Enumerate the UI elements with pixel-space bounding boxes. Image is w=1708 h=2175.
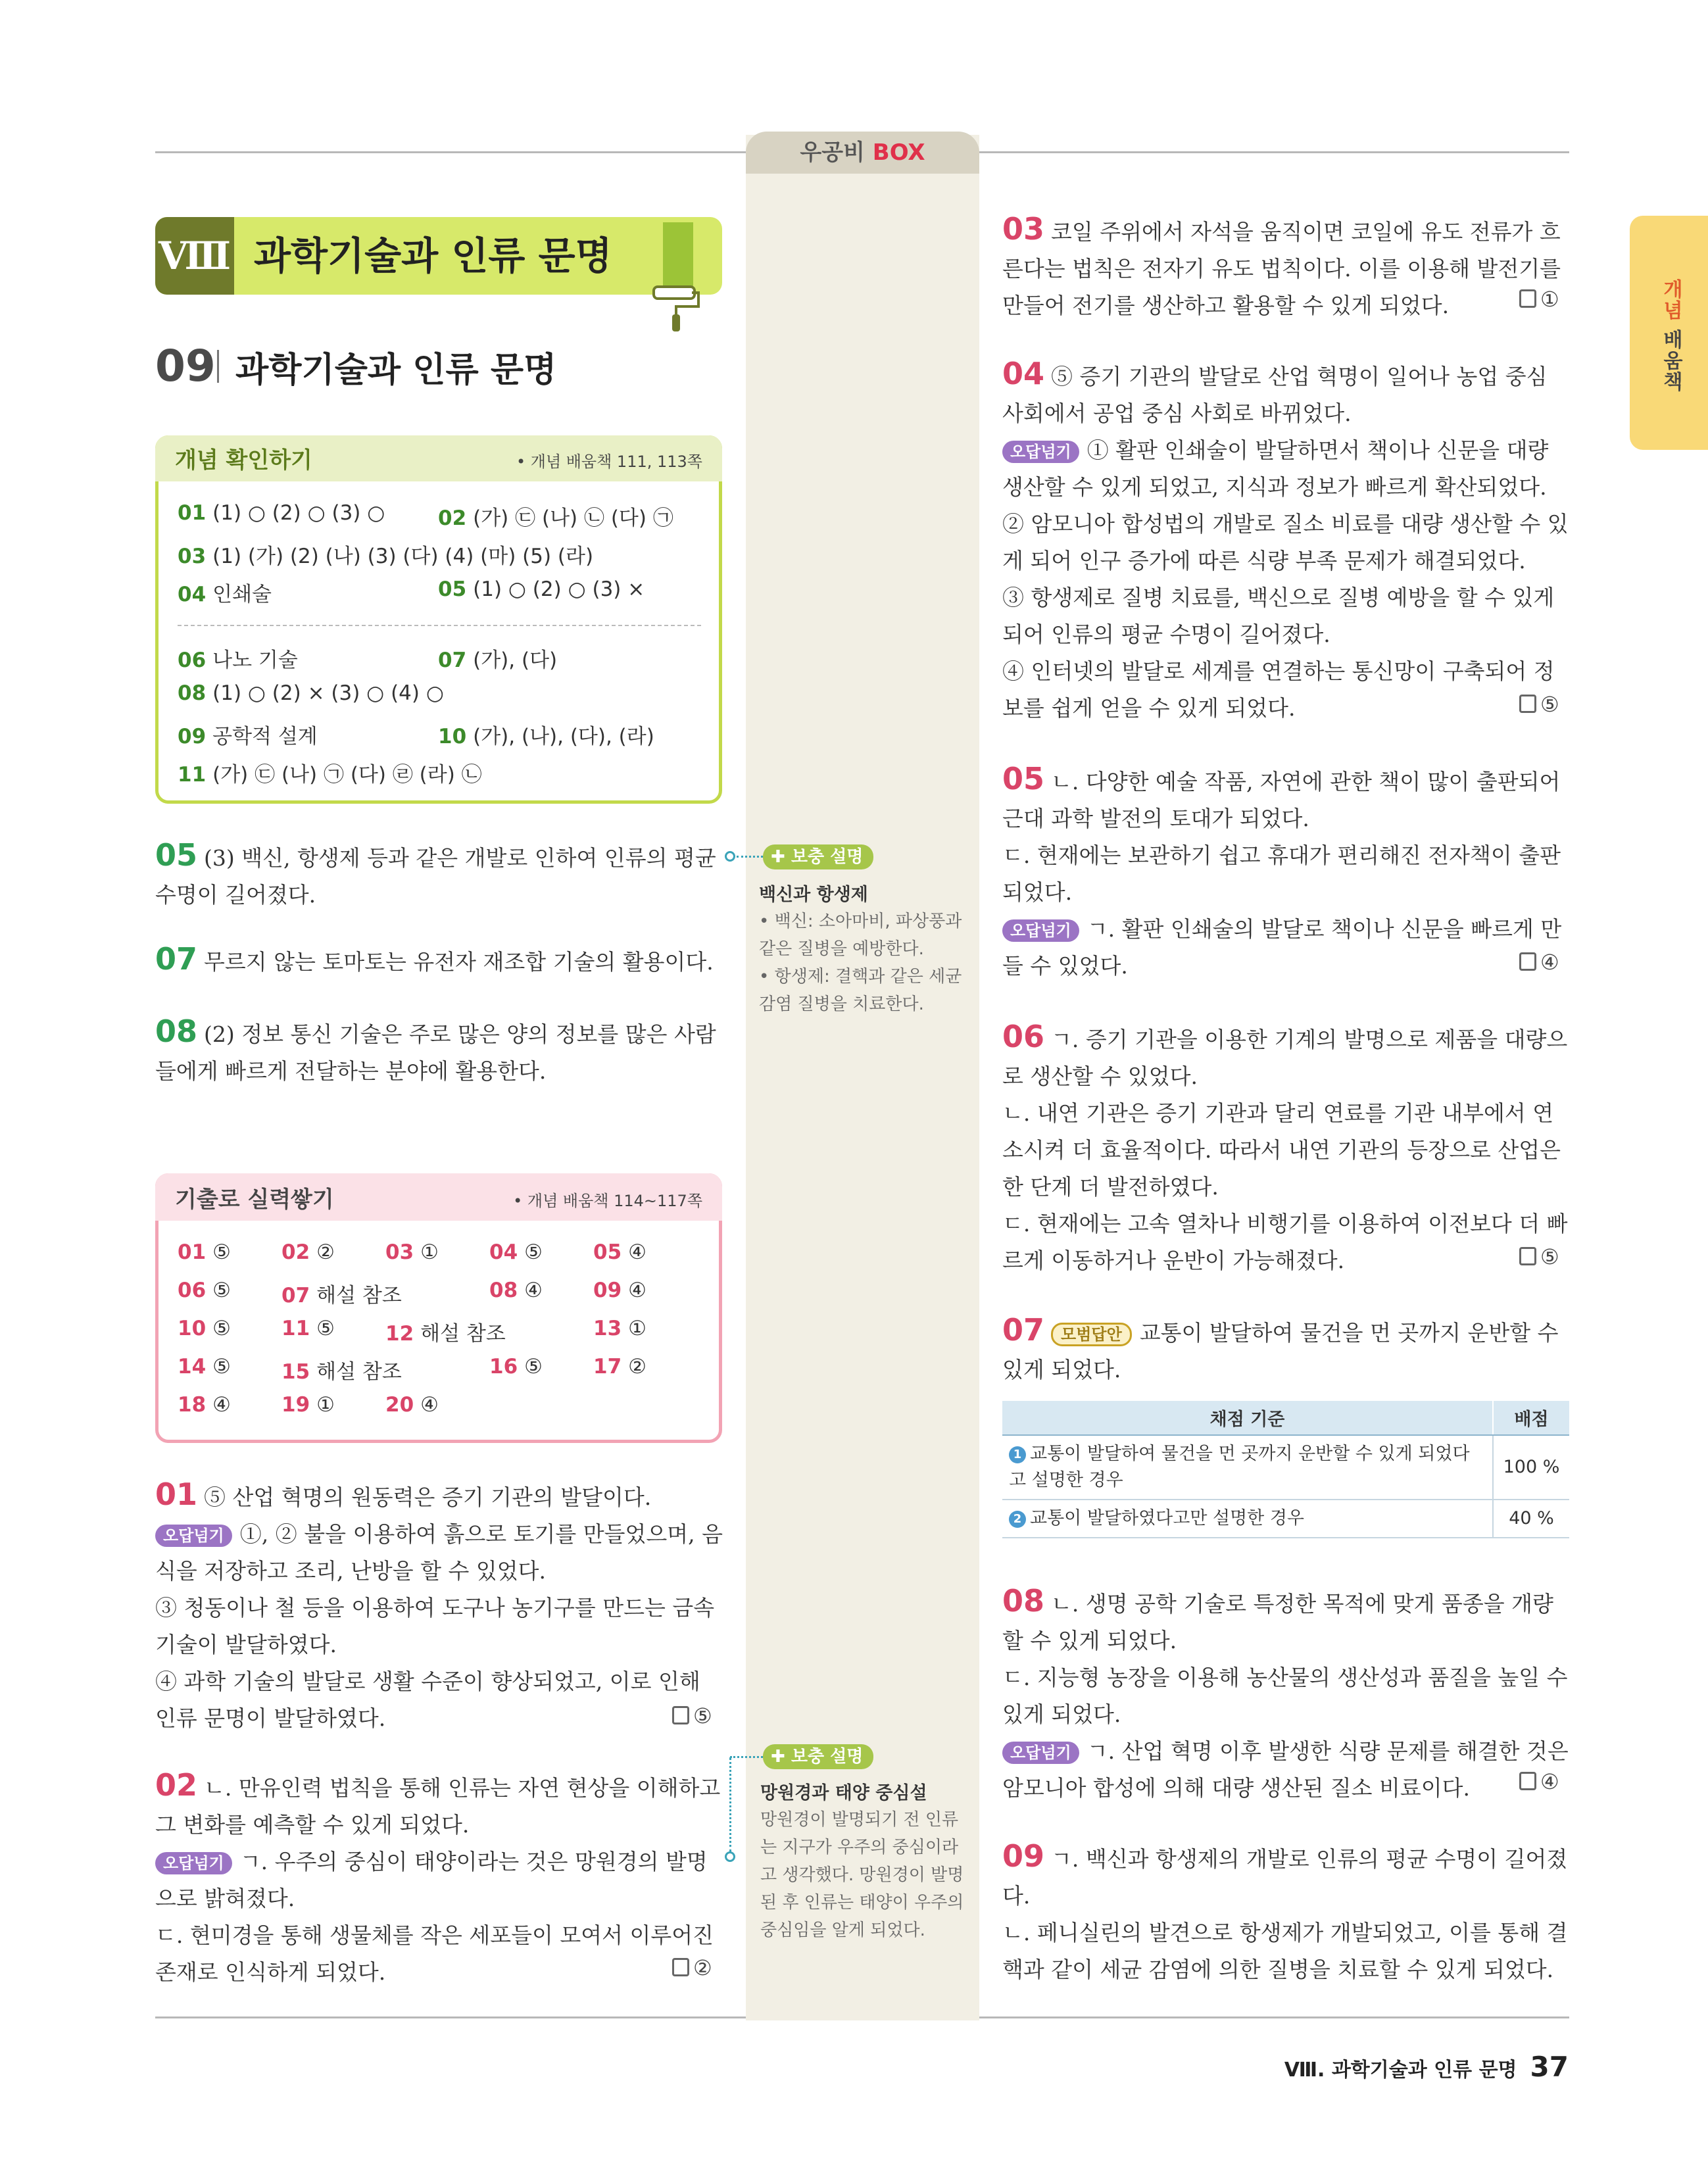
- skill-answer: 19 ①: [281, 1393, 335, 1417]
- scoring-table: [1002, 1401, 1569, 1538]
- answer-icon: [1519, 1247, 1536, 1265]
- note-title: 망원경과 태양 중심설: [760, 1783, 927, 1803]
- skill-answer: 08 ④: [489, 1279, 543, 1302]
- note-title: 백신과 항생제: [759, 885, 868, 905]
- explanation-q04: 04 ⑤ 증기 기관의 발달로 산업 혁명이 일어나 농업 중심 사회에서 공업 중심 사회로 바뀌었다. 오답넘기 ① 활판 인쇄술이 발달하면서 책이나 신문을 대량 생산할 수 있게 되었고, 지식과 정보가 빠르게 확산되었다. ② 암모니아 합성법의 개발로 질소 비료를 대량 생산할 수 있게 되어 인구 증가에 따른 식량 부족 문제가 해결되었다. ③ 항생제로 질병 치료를, 백신으로 질병 예방을 할 수 있게 되어 인류의 평균 수명이 길어졌다. ④ 인터넷의 발달로 세계를 연결하는 통신망이 구축되어 정보를 쉽게 얻을 수 있게 되었다.: [1002, 356, 1569, 721]
- table-row: 2 교통이 발달하였다고만 설명한 경우 40 %: [1002, 1500, 1569, 1538]
- box-tab: 우공비 BOX: [746, 132, 979, 174]
- answer-icon: [1519, 952, 1536, 971]
- concept-answer: 03 (1) (가) (2) (나) (3) (다) (4) (마) (5) (라): [178, 545, 594, 568]
- concept-answer: 05 (1) ○ (2) ○ (3) ×: [438, 577, 645, 601]
- note-connector-dot: [725, 1851, 735, 1862]
- concept-check-title: 개념 확인하기: [175, 447, 312, 474]
- skill-answer: 10 ⑤: [178, 1317, 231, 1340]
- skill-answer: 17 ②: [593, 1355, 647, 1379]
- note-connector: [729, 1757, 731, 1852]
- section-number: 09: [155, 341, 216, 391]
- skill-answer: 20 ④: [385, 1393, 439, 1417]
- page-footer: Ⅷ. 과학기술과 인류 문명 37: [1284, 2051, 1569, 2083]
- concept-check-header: [155, 435, 722, 481]
- answer-mark: ①: [1519, 287, 1559, 312]
- chapter-title: 과학기술과 인류 문명: [254, 233, 612, 278]
- concept-answer: 10 (가), (나), (다), (라): [438, 725, 654, 748]
- chapter-number: Ⅷ: [155, 217, 234, 295]
- concept-answer: 01 (1) ○ (2) ○ (3) ○: [178, 501, 385, 525]
- concept-answer: 07 (가), (다): [438, 648, 558, 672]
- note-item: • 백신: 소아마비, 파상풍과 같은 질병을 예방한다.: [759, 912, 962, 959]
- explanation-q03: 03 코일 주위에서 자석을 움직이면 코일에 유도 전류가 흐른다는 법칙은 전자기 유도 법칙이다. 이를 이용해 발전기를 만들어 전기를 생산하고 활용할 수 있게 되었다.: [1002, 211, 1561, 318]
- chapter-banner: [155, 217, 722, 295]
- skill-answer: 18 ④: [178, 1393, 231, 1417]
- concept-answer: 04 인쇄술: [178, 583, 272, 606]
- answer-mark: ②: [672, 1955, 712, 1980]
- skill-answer: 12 해설 참조: [385, 1322, 506, 1346]
- paint-roller-icon: [651, 283, 704, 335]
- note-text: 망원경이 발명되기 전 인류는 지구가 우주의 중심이라고 생각했다. 망원경이 발명된 후 인류는 태양이 우주의 중심임을 알게 되었다.: [760, 1810, 964, 1940]
- skill-up-header: [155, 1173, 722, 1221]
- concept-answer: 02 (가) ㉢ (나) ㉡ (다) ㉠: [438, 506, 673, 530]
- explanation-q06: 06 ㄱ. 증기 기관을 이용한 기계의 발명으로 제품을 대량으로 생산할 수 있었다. ㄴ. 내연 기관은 증기 기관과 달리 연료를 기관 내부에서 연소시켜 더 효율적이다. 따라서 내연 기관의 등장으로 산업은 한 단계 더 발전하였다. ㄷ. 현재에는 고속 열차나 비행기를 이용하여 이전보다 더 빠르게 이동하거나 운반이 가능해졌다.: [1002, 1019, 1568, 1273]
- section-title: 과학기술과 인류 문명: [235, 351, 557, 390]
- explanation-q01: 01 ⑤ 산업 혁명의 원동력은 증기 기관의 발달이다. 오답넘기 ①, ② 불을 이용하여 흙으로 토기를 만들었으며, 음식을 저장하고 조리, 난방을 할 수 있었다. ③ 청동이나 철 등을 이용하여 도구나 농기구를 만드는 금속 기술이 발달하였다. ④ 과학 기술의 발달로 생활 수준이 향상되었고, 이로 인해 인류 문명이 발달하였다.: [155, 1477, 723, 1731]
- scoring-header-points: 배점: [1493, 1401, 1569, 1435]
- concept-answer: 06 나노 기술: [178, 648, 298, 672]
- concept-divider: [178, 625, 701, 626]
- skill-answer: 15 해설 참조: [281, 1360, 402, 1384]
- skill-up-ref: • 개념 배움책 114~117쪽: [513, 1192, 702, 1210]
- supplement-badge: ✚ 보충 설명: [763, 1744, 873, 1769]
- banner-stripe: [663, 222, 693, 288]
- answer-mark: ④: [1519, 950, 1559, 975]
- note-connector: [730, 1756, 763, 1758]
- answer-icon: [1519, 695, 1536, 713]
- concept-answer: 11 (가) ㉢ (나) ㉠ (다) ㉣ (라) ㉡: [178, 763, 482, 787]
- skill-answer: 13 ①: [593, 1317, 647, 1340]
- answer-mark: ⑤: [1519, 1244, 1559, 1269]
- top-rule-left: [155, 151, 746, 153]
- skill-answer: 11 ⑤: [281, 1317, 335, 1340]
- box-column: [746, 135, 979, 2020]
- answer-icon: [1519, 289, 1536, 308]
- concept-explanation: 05 (3) 백신, 항생제 등과 같은 개발로 인하여 인류의 평균 수명이 길어졌다.: [155, 837, 716, 908]
- skill-answer: 09 ④: [593, 1279, 647, 1302]
- section-divider: [217, 350, 219, 383]
- skill-answer: 07 해설 참조: [281, 1284, 402, 1307]
- explanation-q07: 07 모범답안 교통이 발달하여 물건을 먼 곳까지 운반할 수 있게 되었다.: [1002, 1312, 1559, 1382]
- note-connector-dot: [725, 851, 735, 862]
- scoring-header-criteria: 채점 기준: [1002, 1401, 1493, 1435]
- concept-answer: 08 (1) ○ (2) × (3) ○ (4) ○: [178, 681, 444, 705]
- table-row: 1 교통이 발달하여 물건을 먼 곳까지 운반할 수 있게 되었다고 설명한 경우 100 %: [1002, 1435, 1569, 1500]
- answer-mark: ⑤: [672, 1703, 712, 1728]
- note-item: • 항생제: 결핵과 같은 세균 감염 질병을 치료한다.: [759, 967, 962, 1014]
- skill-answer: 06 ⑤: [178, 1279, 231, 1302]
- note-connector: [737, 856, 763, 858]
- explanation-q08: 08 ㄴ. 생명 공학 기술로 특정한 목적에 맞게 품종을 개량할 수 있게 되었다. ㄷ. 지능형 농장을 이용해 농산물의 생산성과 품질을 높일 수 있게 되었다. 오답넘기 ㄱ. 산업 혁명 이후 발생한 식량 문제를 해결한 것은 암모니아 합성에 의해 대량 생산된 질소 비료이다.: [1002, 1583, 1569, 1801]
- skill-up-title: 기출로 실력쌓기: [175, 1186, 334, 1213]
- skill-answer: 03 ①: [385, 1240, 439, 1264]
- answer-icon: [1519, 1772, 1536, 1790]
- answer-icon: [672, 1958, 689, 1976]
- concept-check-ref: • 개념 배움책 111, 113쪽: [516, 452, 702, 471]
- skill-answer: 05 ④: [593, 1240, 647, 1264]
- skill-answer: 02 ②: [281, 1240, 335, 1264]
- skill-answer: 14 ⑤: [178, 1355, 231, 1379]
- answer-icon: [672, 1706, 689, 1724]
- explanation-q05: 05 ㄴ. 다양한 예술 작품, 자연에 관한 책이 많이 출판되어 근대 과학 발전의 토대가 되었다. ㄷ. 현재에는 보관하기 쉽고 휴대가 편리해진 전자책이 출판되었다. 오답넘기 ㄱ. 활판 인쇄술의 발달로 책이나 신문을 빠르게 만들 수 있었다.: [1002, 761, 1562, 979]
- explanation-q02: 02 ㄴ. 만유인력 법칙을 통해 인류는 자연 현상을 이해하고 그 변화를 예측할 수 있게 되었다. 오답넘기 ㄱ. 우주의 중심이 태양이라는 것은 망원경의 발명으로 밝혀졌다. ㄷ. 현미경을 통해 생물체를 작은 세포들이 모여서 이루어진 존재로 인식하게 되었다.: [155, 1767, 721, 1985]
- skill-answer: 16 ⑤: [489, 1355, 543, 1379]
- concept-explanation: 08 (2) 정보 통신 기술은 주로 많은 양의 정보를 많은 사람들에게 빠르게 전달하는 분야에 활용한다.: [155, 1014, 716, 1084]
- answer-mark: ⑤: [1519, 692, 1559, 717]
- skill-answer: 04 ⑤: [489, 1240, 543, 1264]
- top-rule-right: [979, 151, 1569, 153]
- side-tab: 개념 배움책: [1630, 216, 1708, 450]
- skill-answer: 01 ⑤: [178, 1240, 231, 1264]
- supplement-badge: ✚ 보충 설명: [763, 844, 873, 869]
- explanation-q09: 09 ㄱ. 백신과 항생제의 개발로 인류의 평균 수명이 길어졌다. ㄴ. 페니실린의 발견으로 항생제가 개발되었고, 이를 통해 결핵과 같이 세균 감염에 의한 질병을 치료할 수 있게 되었다.: [1002, 1838, 1568, 1982]
- concept-explanation: 07 무르지 않는 토마토는 유전자 재조합 기술의 활용이다.: [155, 941, 714, 977]
- concept-answer: 09 공학적 설계: [178, 725, 318, 748]
- answer-mark: ④: [1519, 1769, 1559, 1794]
